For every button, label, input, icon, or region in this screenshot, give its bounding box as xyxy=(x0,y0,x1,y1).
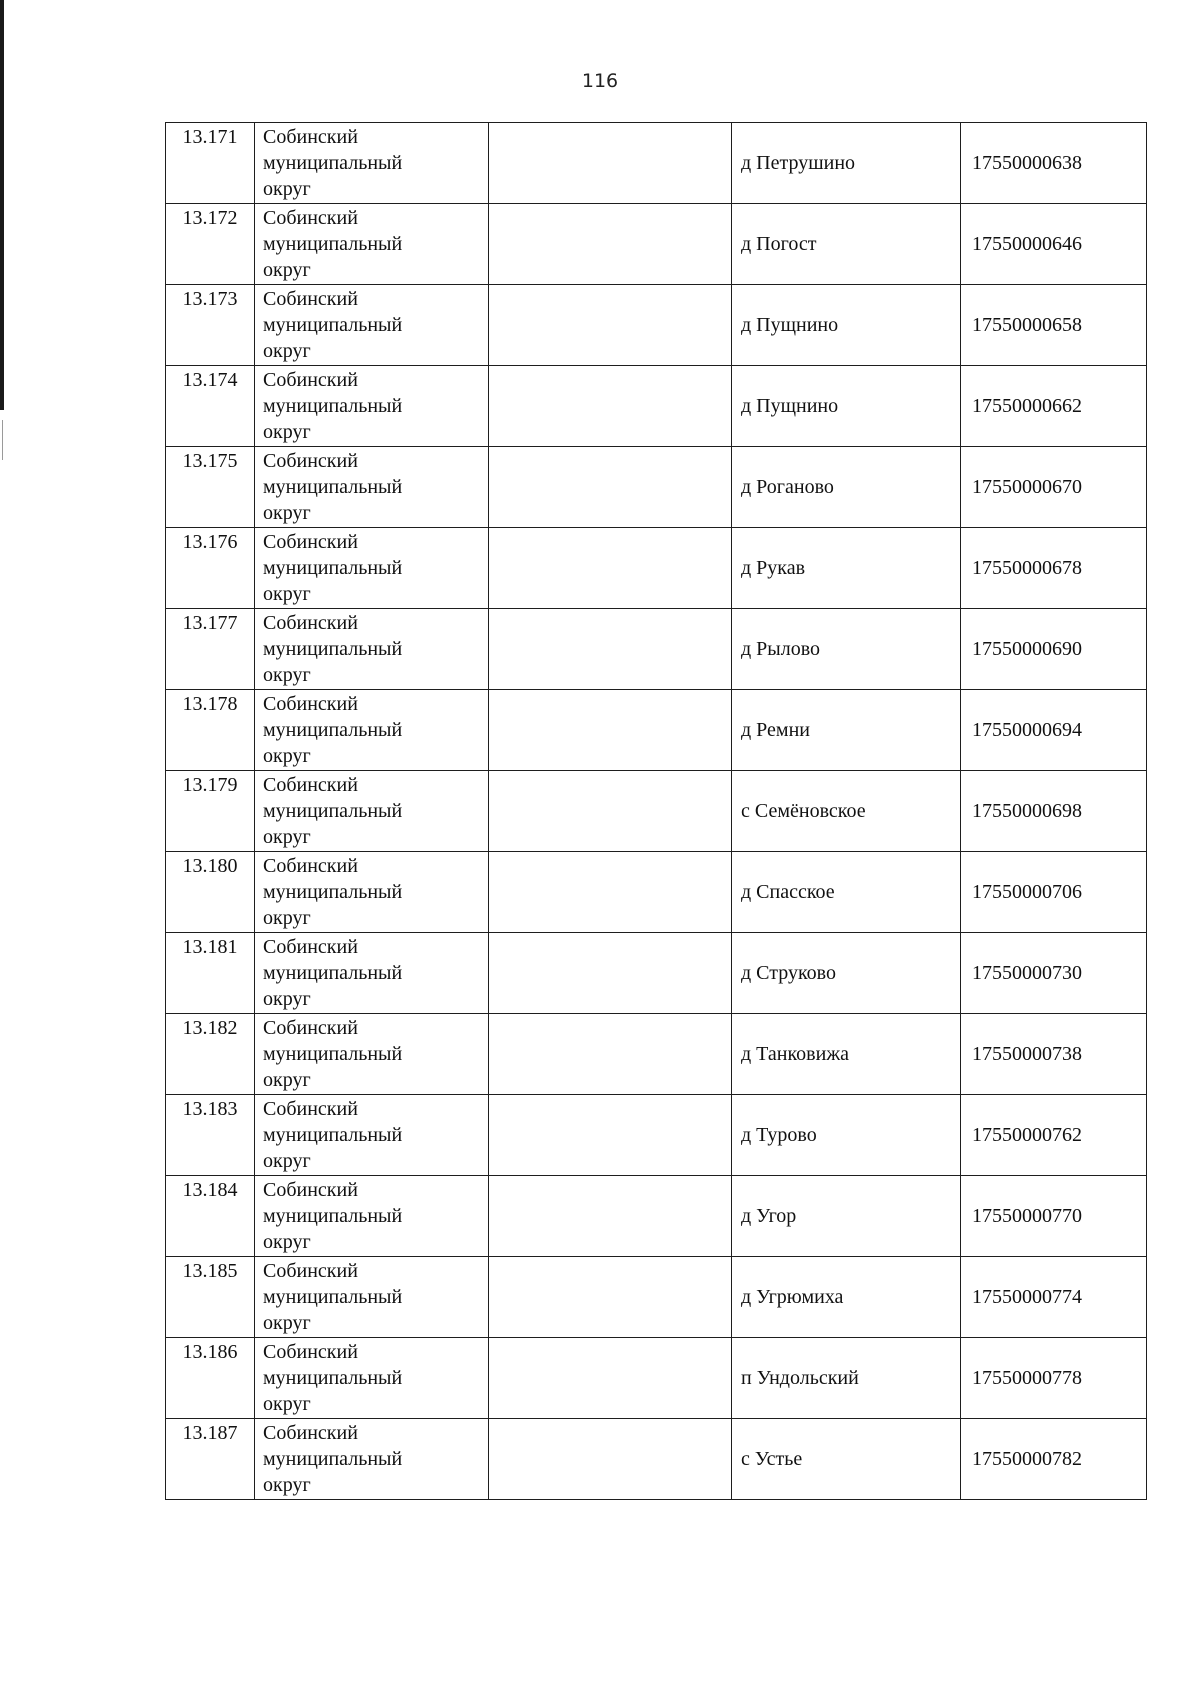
district-cell xyxy=(255,852,489,933)
table-row xyxy=(166,447,1147,528)
empty-cell xyxy=(489,285,732,366)
district-text: муниципальный xyxy=(263,719,403,741)
district-text: муниципальный xyxy=(263,1367,403,1389)
district-text: Собинский xyxy=(263,1341,358,1363)
district-text: округ xyxy=(263,826,311,848)
district-text: Собинский xyxy=(263,855,358,877)
settlement-cell: д Роганово xyxy=(732,447,961,528)
district-cell xyxy=(255,204,489,285)
row-number-cell: 13.186 xyxy=(166,1338,255,1419)
code-cell: 17550000690 xyxy=(961,609,1147,690)
empty-cell xyxy=(489,366,732,447)
district-text: Собинский xyxy=(263,288,358,310)
settlement-cell: д Турово xyxy=(732,1095,961,1176)
district-text: Собинский xyxy=(263,1098,358,1120)
district-cell xyxy=(255,609,489,690)
table-row xyxy=(166,123,1147,204)
row-number-cell: 13.174 xyxy=(166,366,255,447)
district-text: муниципальный xyxy=(263,476,403,498)
empty-cell xyxy=(489,1338,732,1419)
settlements-table-body xyxy=(166,123,1147,1500)
empty-cell xyxy=(489,447,732,528)
district-text: муниципальный xyxy=(263,233,403,255)
row-number-cell: 13.176 xyxy=(166,528,255,609)
empty-cell xyxy=(489,1176,732,1257)
scan-edge-mark xyxy=(0,0,4,410)
district-text: Собинский xyxy=(263,450,358,472)
code-cell: 17550000698 xyxy=(961,771,1147,852)
district-text: Собинский xyxy=(263,693,358,715)
code-cell: 17550000670 xyxy=(961,447,1147,528)
table-row xyxy=(166,1014,1147,1095)
code-cell: 17550000730 xyxy=(961,933,1147,1014)
empty-cell xyxy=(489,690,732,771)
row-number-cell: 13.177 xyxy=(166,609,255,690)
settlement-cell: д Рылово xyxy=(732,609,961,690)
district-text: Собинский xyxy=(263,612,358,634)
settlement-cell: п Ундольский xyxy=(732,1338,961,1419)
empty-cell xyxy=(489,123,732,204)
row-number-cell: 13.187 xyxy=(166,1419,255,1500)
empty-cell xyxy=(489,933,732,1014)
table-row xyxy=(166,1419,1147,1500)
district-cell xyxy=(255,1014,489,1095)
district-cell xyxy=(255,1419,489,1500)
district-text: округ xyxy=(263,1150,311,1172)
settlement-cell: д Спасское xyxy=(732,852,961,933)
code-cell: 17550000646 xyxy=(961,204,1147,285)
code-cell: 17550000706 xyxy=(961,852,1147,933)
code-cell: 17550000778 xyxy=(961,1338,1147,1419)
district-text: округ xyxy=(263,259,311,281)
row-number-cell: 13.184 xyxy=(166,1176,255,1257)
district-cell xyxy=(255,1257,489,1338)
settlements-table xyxy=(165,122,1147,1500)
code-cell: 17550000658 xyxy=(961,285,1147,366)
row-number-cell: 13.179 xyxy=(166,771,255,852)
district-text: муниципальный xyxy=(263,638,403,660)
code-cell: 17550000762 xyxy=(961,1095,1147,1176)
row-number-cell: 13.185 xyxy=(166,1257,255,1338)
district-text: Собинский xyxy=(263,1017,358,1039)
code-cell: 17550000678 xyxy=(961,528,1147,609)
settlement-cell: д Пущнино xyxy=(732,285,961,366)
district-text: Собинский xyxy=(263,531,358,553)
code-cell: 17550000638 xyxy=(961,123,1147,204)
district-text: муниципальный xyxy=(263,1205,403,1227)
district-text: муниципальный xyxy=(263,1124,403,1146)
district-text: округ xyxy=(263,1231,311,1253)
table-row xyxy=(166,852,1147,933)
district-text: Собинский xyxy=(263,936,358,958)
empty-cell xyxy=(489,1257,732,1338)
settlement-cell: д Рукав xyxy=(732,528,961,609)
row-number-cell: 13.173 xyxy=(166,285,255,366)
district-text: муниципальный xyxy=(263,395,403,417)
district-text: округ xyxy=(263,421,311,443)
district-cell xyxy=(255,690,489,771)
district-cell xyxy=(255,285,489,366)
district-text: муниципальный xyxy=(263,962,403,984)
settlement-cell: д Струково xyxy=(732,933,961,1014)
district-text: муниципальный xyxy=(263,152,403,174)
district-text: округ xyxy=(263,907,311,929)
district-text: округ xyxy=(263,664,311,686)
settlement-cell: с Устье xyxy=(732,1419,961,1500)
table-row xyxy=(166,366,1147,447)
settlement-cell: д Пущнино xyxy=(732,366,961,447)
empty-cell xyxy=(489,1419,732,1500)
code-cell: 17550000694 xyxy=(961,690,1147,771)
row-number-cell: 13.178 xyxy=(166,690,255,771)
table-row xyxy=(166,285,1147,366)
settlement-cell: д Петрушино xyxy=(732,123,961,204)
settlement-cell: д Танковижа xyxy=(732,1014,961,1095)
table-row xyxy=(166,690,1147,771)
row-number-cell: 13.180 xyxy=(166,852,255,933)
row-number-cell: 13.172 xyxy=(166,204,255,285)
district-cell xyxy=(255,1095,489,1176)
district-text: муниципальный xyxy=(263,1043,403,1065)
district-text: муниципальный xyxy=(263,1448,403,1470)
empty-cell xyxy=(489,609,732,690)
district-cell xyxy=(255,771,489,852)
empty-cell xyxy=(489,1095,732,1176)
district-cell xyxy=(255,1176,489,1257)
district-cell xyxy=(255,528,489,609)
table-row xyxy=(166,1257,1147,1338)
empty-cell xyxy=(489,852,732,933)
district-cell xyxy=(255,1338,489,1419)
district-text: округ xyxy=(263,1069,311,1091)
settlement-cell: д Угрюмиха xyxy=(732,1257,961,1338)
code-cell: 17550000782 xyxy=(961,1419,1147,1500)
empty-cell xyxy=(489,771,732,852)
code-cell: 17550000738 xyxy=(961,1014,1147,1095)
district-text: округ xyxy=(263,988,311,1010)
table-row xyxy=(166,771,1147,852)
table-row xyxy=(166,1176,1147,1257)
district-text: Собинский xyxy=(263,369,358,391)
district-text: округ xyxy=(263,1474,311,1496)
row-number-cell: 13.175 xyxy=(166,447,255,528)
table-row xyxy=(166,1338,1147,1419)
district-text: муниципальный xyxy=(263,557,403,579)
district-cell xyxy=(255,366,489,447)
settlement-cell: д Погост xyxy=(732,204,961,285)
district-text: округ xyxy=(263,340,311,362)
district-text: муниципальный xyxy=(263,1286,403,1308)
district-text: Собинский xyxy=(263,207,358,229)
district-text: муниципальный xyxy=(263,881,403,903)
district-text: Собинский xyxy=(263,1260,358,1282)
district-text: округ xyxy=(263,583,311,605)
table-row xyxy=(166,204,1147,285)
row-number-cell: 13.181 xyxy=(166,933,255,1014)
settlement-cell: д Угор xyxy=(732,1176,961,1257)
district-text: округ xyxy=(263,745,311,767)
settlement-cell: с Семёновское xyxy=(732,771,961,852)
settlement-cell: д Ремни xyxy=(732,690,961,771)
table-row xyxy=(166,933,1147,1014)
district-text: муниципальный xyxy=(263,800,403,822)
district-text: Собинский xyxy=(263,1179,358,1201)
code-cell: 17550000662 xyxy=(961,366,1147,447)
row-number-cell: 13.182 xyxy=(166,1014,255,1095)
district-text: округ xyxy=(263,178,311,200)
empty-cell xyxy=(489,204,732,285)
empty-cell xyxy=(489,528,732,609)
code-cell: 17550000770 xyxy=(961,1176,1147,1257)
district-cell xyxy=(255,123,489,204)
district-text: Собинский xyxy=(263,774,358,796)
district-text: Собинский xyxy=(263,1422,358,1444)
table-row xyxy=(166,609,1147,690)
code-cell: 17550000774 xyxy=(961,1257,1147,1338)
row-number-cell: 13.171 xyxy=(166,123,255,204)
table-row xyxy=(166,1095,1147,1176)
district-text: Собинский xyxy=(263,126,358,148)
district-text: округ xyxy=(263,502,311,524)
empty-cell xyxy=(489,1014,732,1095)
row-number-cell: 13.183 xyxy=(166,1095,255,1176)
scan-edge-mark-faint xyxy=(2,420,3,460)
district-cell xyxy=(255,933,489,1014)
table-row xyxy=(166,528,1147,609)
page-number: 116 xyxy=(581,70,619,92)
district-text: муниципальный xyxy=(263,314,403,336)
district-cell xyxy=(255,447,489,528)
district-text: округ xyxy=(263,1312,311,1334)
district-text: округ xyxy=(263,1393,311,1415)
